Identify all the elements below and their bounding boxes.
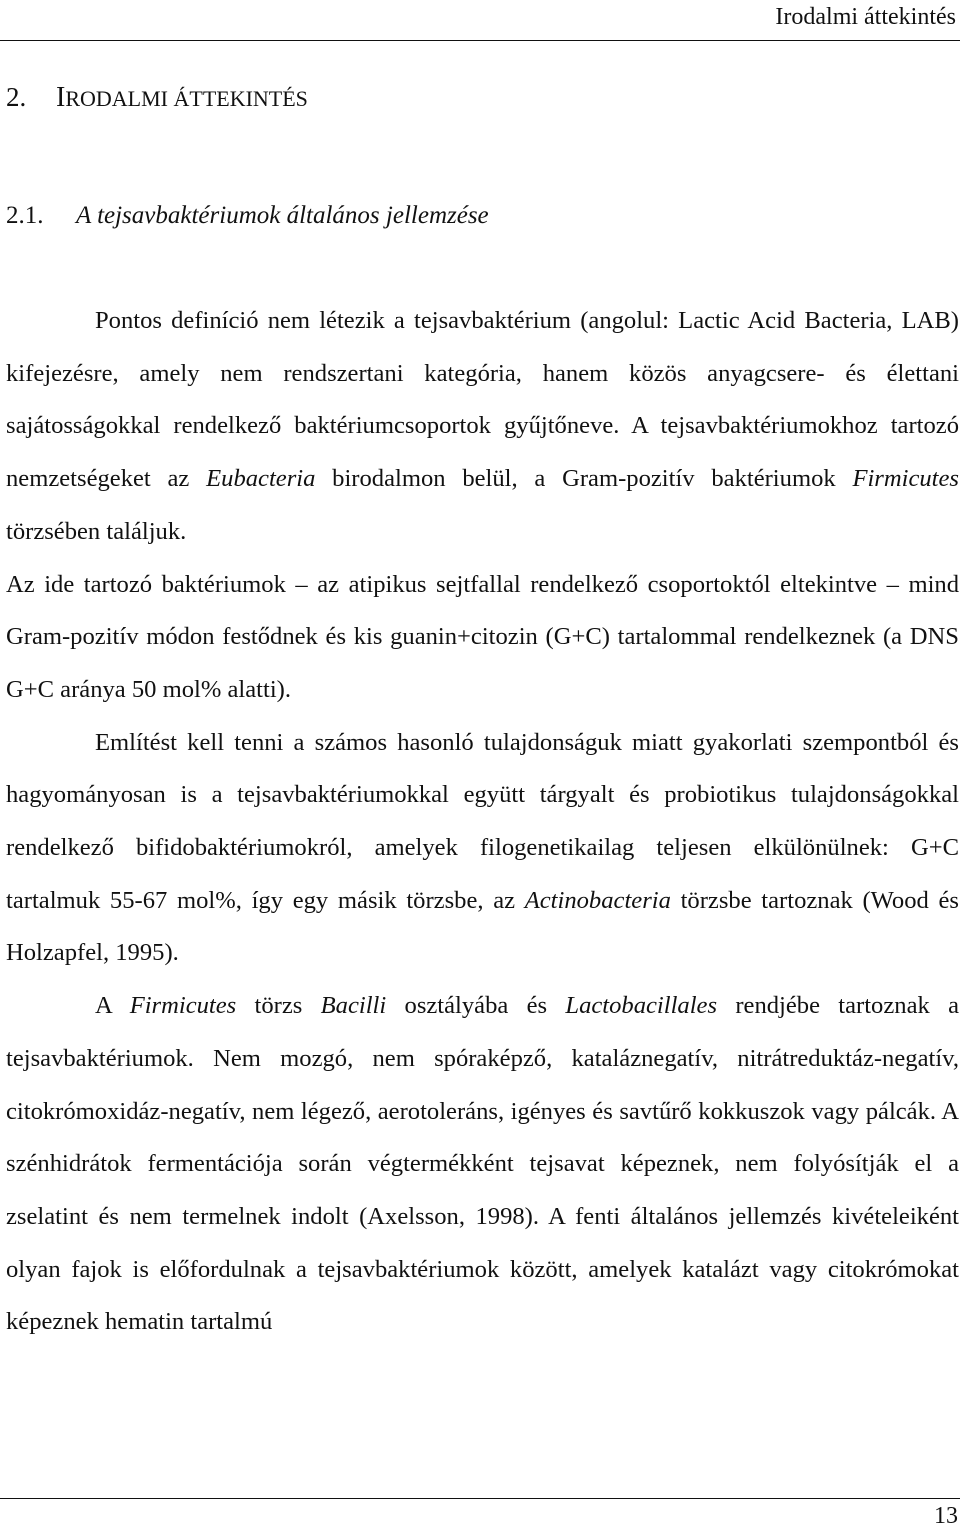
header-rule — [0, 40, 960, 41]
p2-text-a: Az ide tartozó baktériumok – az atipikus sejtfallal rendelkező csoportoktól eltekintve – mind Gram-pozitív módon festődnek és kis guanin+citozin (G+C) tartalommal rendelkeznek (a DNS G+C aránya 50 mol% alatti). — [6, 570, 959, 703]
p4-taxon-lactobacillales: Lactobacillales — [565, 992, 718, 1020]
chapter-number: 2. — [6, 82, 27, 112]
p3-text-c: törzsbe tartoznak (Wood és Holzapfel, 1995). — [6, 886, 959, 967]
p4-taxon-bacilli: Bacilli — [320, 992, 387, 1020]
paragraph-4 — [6, 980, 959, 1349]
p4-taxon-firmicutes: Firmicutes — [129, 992, 237, 1020]
section-heading — [6, 200, 489, 232]
p1-taxon-eubacteria: Eubacteria — [206, 465, 316, 493]
body-text — [6, 295, 959, 1349]
chapter-title-initial: I — [56, 82, 66, 113]
chapter-heading — [6, 80, 308, 116]
p1-text-e: törzsében találjuk. — [6, 517, 187, 545]
p4-text-g: rendjébe tartoznak a tejsavbaktériumok. Nem mozgó, nem spóraképző, kataláznegatív, nitrátreduktáz-negatív, citokrómoxidáz-negatív, nem légező, aerotoleráns, igényes és savtűrő kokkuszok vagy pálcák. A szénhidrátok fermentációja során végtermékként tejsavat képeznek, nem folyósítják el a zselatint és nem termelnek indolt (Axelsson, 1998). A fenti általános jellemzés kivételeiként olyan fajok is előfordulnak a tejsavbaktériumok között, amelyek katalázt vagy citokrómokat képeznek hematin tartalmú — [6, 992, 959, 1336]
paragraph-2 — [6, 559, 959, 717]
footer-rule — [0, 1498, 960, 1499]
p1-taxon-firmicutes: Firmicutes — [852, 465, 959, 493]
section-title: A tejsavbaktériumok általános jellemzése — [76, 202, 489, 229]
chapter-title-rest: RODALMI ÁTTEKINTÉS — [65, 86, 308, 111]
p1-text-c: birodalmon belül, a Gram-pozitív baktériumok — [315, 465, 853, 493]
section-number: 2.1. — [6, 202, 44, 229]
p4-text-a: A — [95, 992, 130, 1020]
p3-taxon-actinobacteria: Actinobacteria — [524, 886, 671, 914]
paragraph-1 — [6, 295, 959, 559]
paragraph-3 — [6, 717, 959, 981]
p1-text-a: Pontos definíció nem létezik a tejsavbaktérium (angolul: Lactic Acid Bacteria, LAB) kifejezésre, amely nem rendszertani kategória, hanem közös anyagcsere- és élettani sajátosságokkal rendelkező baktériumcsoportok gyűjtőneve. A tejsavbaktériumokhoz tartozó nemzetségeket az — [6, 307, 959, 493]
p4-text-c: törzs — [236, 992, 321, 1020]
p4-text-e: osztályába és — [386, 992, 566, 1020]
page-number: 13 — [934, 1503, 958, 1529]
p3-text-a: Említést kell tenni a számos hasonló tulajdonságuk miatt gyakorlati szempontból és hagyományosan is a tejsavbaktériumokkal együtt tárgyalt és probiotikus tulajdonságokkal rendelkező bifidobaktériumokról, amelyek filogenetikailag teljesen elkülönülnek: G+C tartalmuk 55-67 mol%, így egy másik törzsbe, az — [6, 728, 959, 914]
running-header: Irodalmi áttekintés — [775, 4, 956, 30]
